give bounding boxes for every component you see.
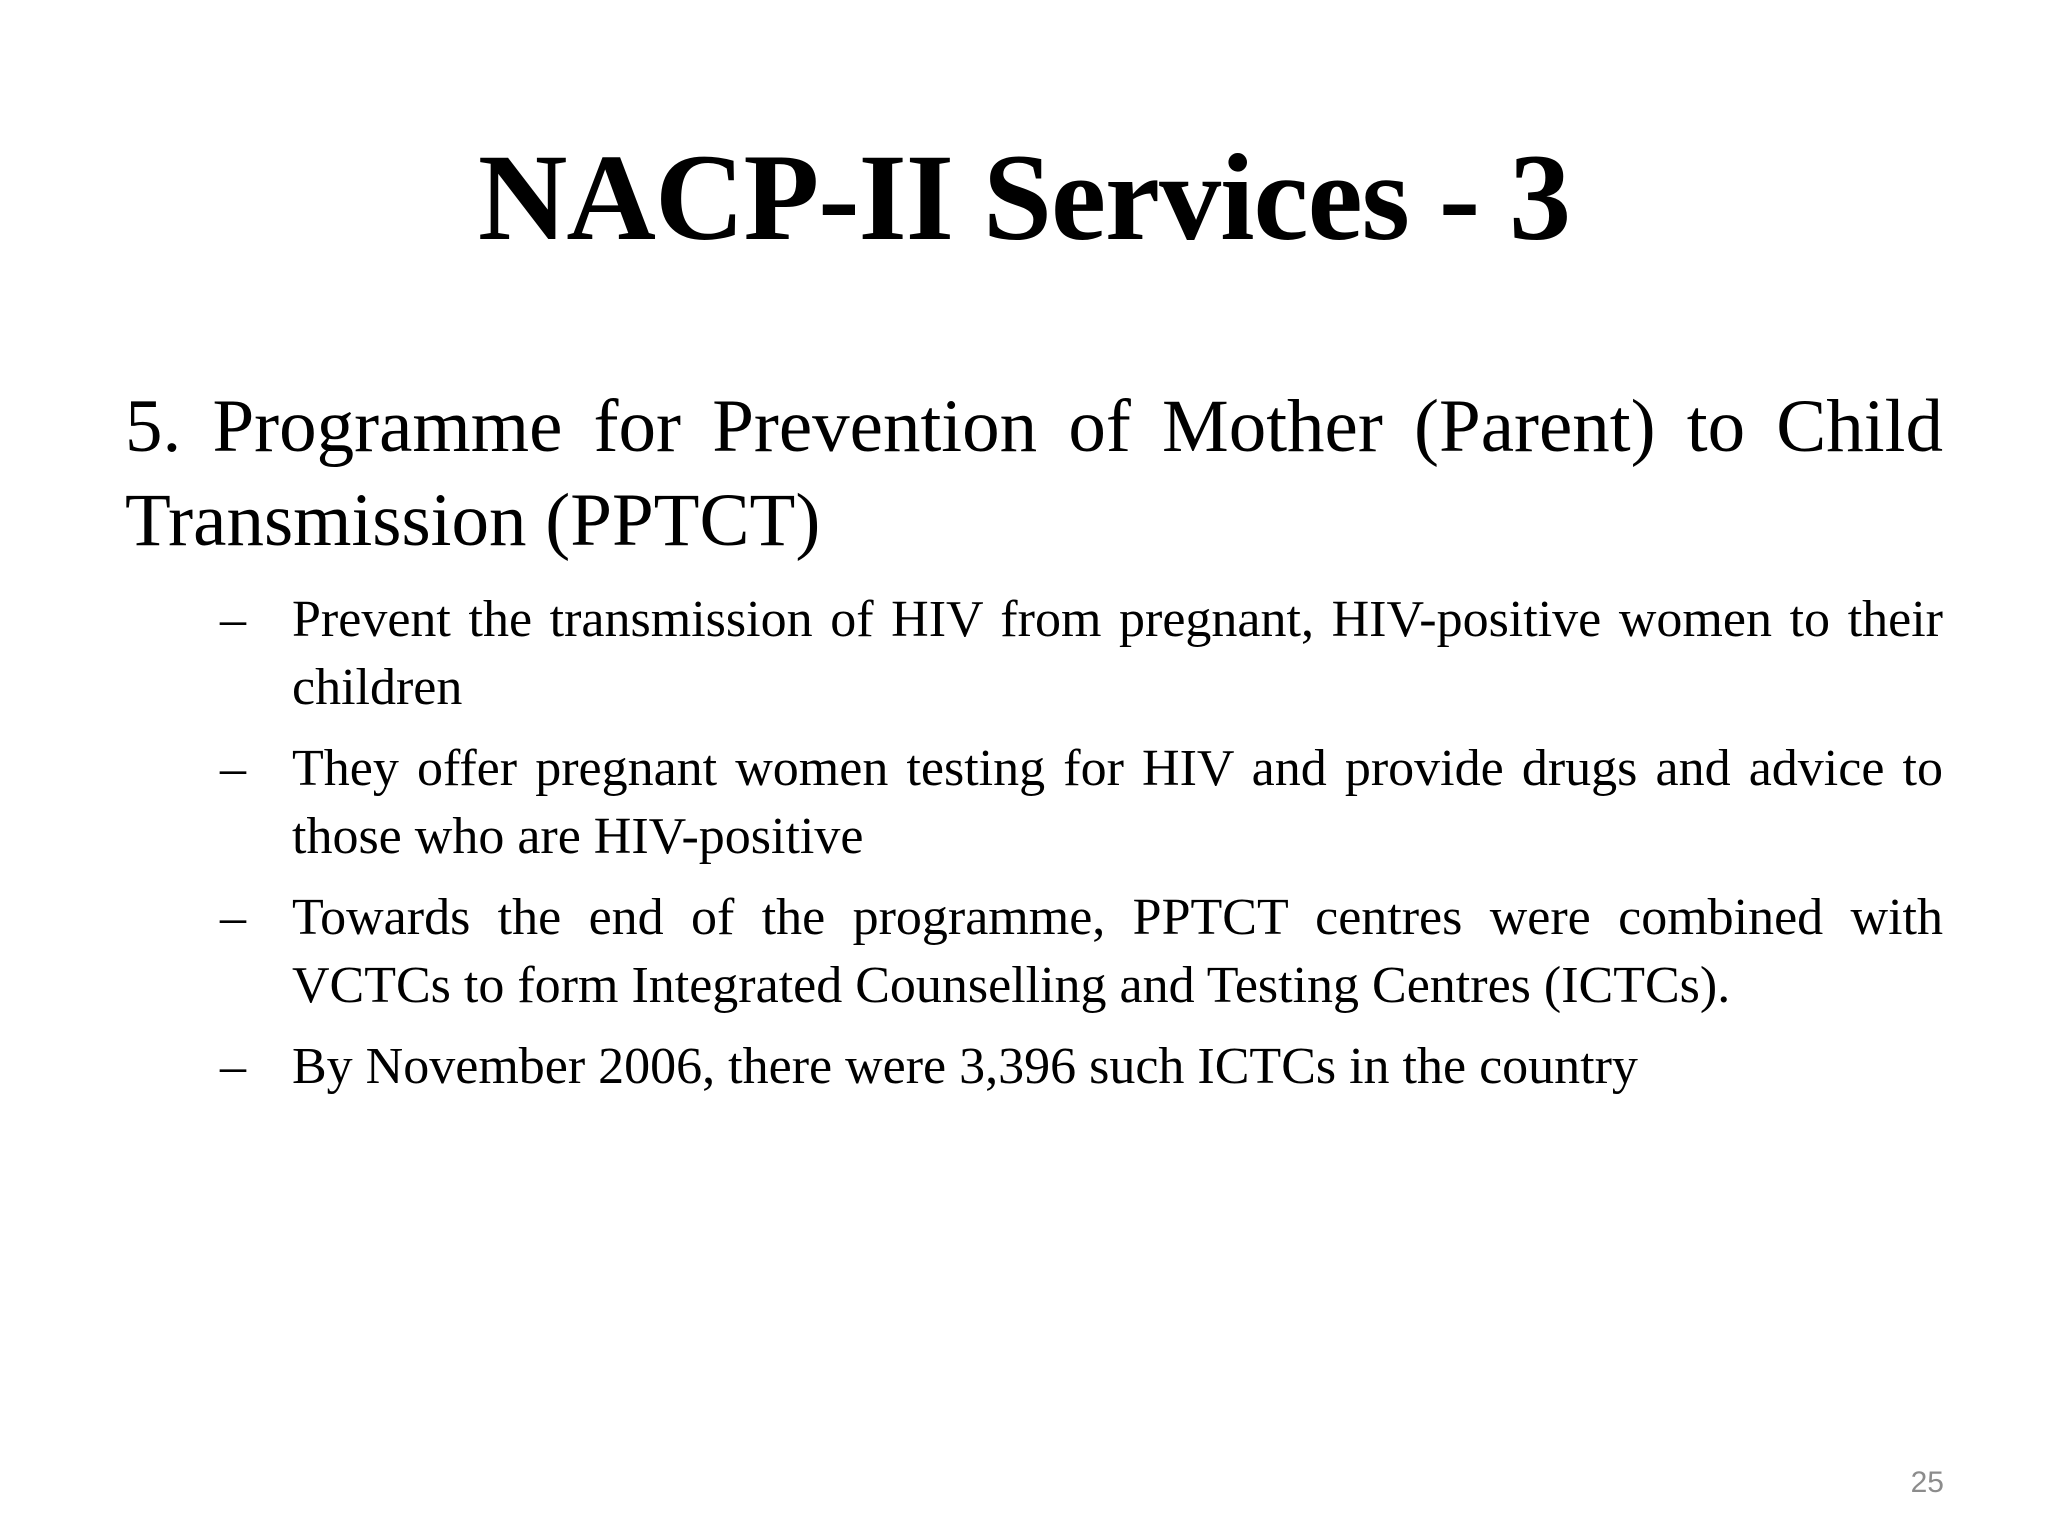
dash-bullet-icon: – [220, 889, 246, 946]
bullet-item-3 [220, 884, 1943, 1020]
dash-bullet-icon: – [220, 740, 246, 797]
bullet-item-4 [220, 1033, 1943, 1101]
bullet-text-2: They offer pregnant women testing for HIV and provide drugs and advice to those who are HIV-positive [292, 740, 1943, 865]
page-number: 25 [1910, 1466, 1944, 1499]
dash-bullet-icon: – [220, 591, 246, 648]
main-point-text: 5. Programme for Prevention of Mother (Parent) to Child Transmission (PPTCT) [125, 385, 1943, 562]
dash-bullet-icon: – [220, 1038, 246, 1095]
slide-title: NACP-II Services - 3 [477, 129, 1571, 266]
bullet-list [220, 586, 1943, 1114]
bullet-text-3: Towards the end of the programme, PPTCT centres were combined with VCTCs to form Integrated Counselling and Testing Centres (ICTCs). [292, 889, 1943, 1014]
bullet-text-1: Prevent the transmission of HIV from pregnant, HIV-positive women to their children [292, 591, 1943, 716]
bullet-text-4: By November 2006, there were 3,396 such ICTCs in the country [292, 1038, 1638, 1095]
bullet-item-1 [220, 586, 1943, 722]
bullet-item-2 [220, 735, 1943, 871]
